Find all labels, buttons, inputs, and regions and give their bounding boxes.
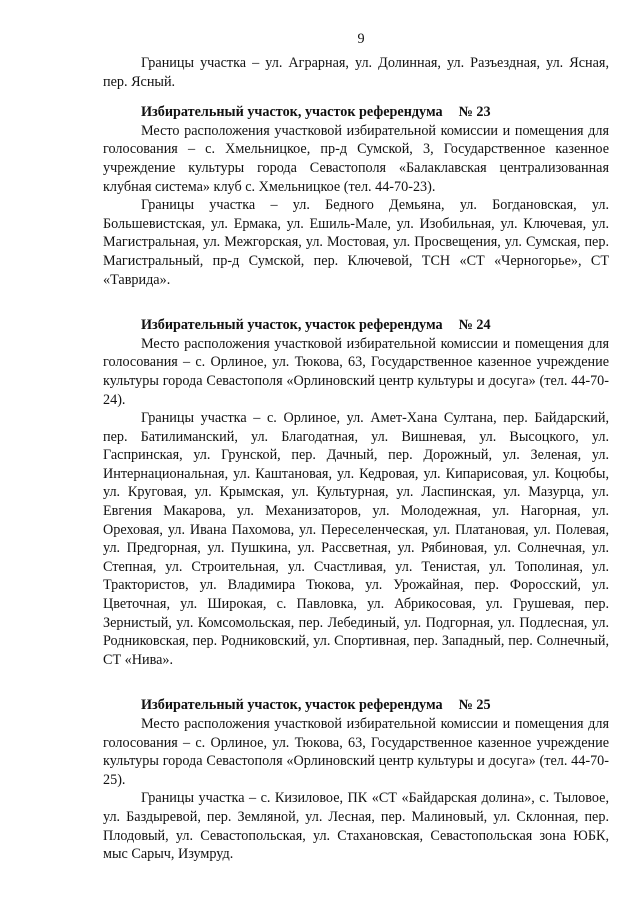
section-25 [103,696,609,863]
section-boundaries: Границы участка – с. Орлиное, ул. Амет-Хана Султана, пер. Байдарский, пер. Батилиманский, ул. Благодатная, ул. Вишневая, ул. Высоцкого, ул. Гаспринская, ул. Грунской, пер. Дачный, пер. Дорожный, ул. Зеленая, ул. Интернациональная, ул. Каштановая, ул. Кедровая, ул. Кипарисовая, ул. Коцюбы, ул. Круговая, ул. Крымская, ул. Культурная, ул. Ласпинская, ул. Мазурца, ул. Евгения Макарова, ул. Механизаторов, ул. Молодежная, ул. Нагорная, ул. Ореховая, ул. Ивана Пахомова, ул. Переселенческая, ул. Платановая, ул. Полевая, ул. Предгорная, ул. Пушкина, ул. Рассветная, ул. Рябиновая, ул. Солнечная, ул. Степная, ул. Строительная, ул. Счастливая, ул. Тенистая, ул. Тополиная, ул. Трактористов, ул. Владимира Тюкова, ул. Урожайная, пер. Форосский, ул. Цветочная, ул. Широкая, с. Павловка, ул. Абрикосовая, ул. Грушевая, пер. Зернистый, ул. Комсомольская, пер. Лебединый, ул. Подгорная, ул. Подлесная, ул. Родниковская, пер. Родниковский, ул. Спортивная, пер. Западный, пер. Солнечный, СТ «Нива». [103,410,609,668]
section-heading [103,316,609,335]
section-heading-text: Избирательный участок, участок референдума [141,317,443,334]
intro-boundaries: Границы участка – ул. Аграрная, ул. Долинная, ул. Разъездная, ул. Ясная, пер. Ясный. [103,55,609,90]
section-number: № 25 [458,697,491,714]
section-heading [103,103,609,122]
section-heading-text: Избирательный участок, участок референдума [141,104,443,121]
section-number: № 23 [458,104,491,121]
page-number: 9 [357,31,365,47]
section-location: Место расположения участковой избирательной комиссии и помещения для голосования – с. Хмельницкое, пр-д Сумской, 3, Государственное казенное учреждение культуры города Севастополя «Балаклавская централизованная клубная система» клуб с. Хмельницкое (тел. 44-70-23). [103,122,609,195]
section-heading-text: Избирательный участок, участок референдума [141,697,443,714]
section-24 [103,316,609,669]
section-number: № 24 [458,317,491,334]
document-page [103,30,609,864]
section-23 [103,103,609,289]
section-location: Место расположения участковой избирательной комиссии и помещения для голосования – с. Орлиное, ул. Тюкова, 63, Государственное казенное учреждение культуры города Севастополя «Орлиновский центр культуры и досуга» (тел. 44-70-25). [103,716,609,788]
section-location: Место расположения участковой избирательной комиссии и помещения для голосования – с. Орлиное, ул. Тюкова, 63, Государственное казенное учреждение культуры города Севастополя «Орлиновский центр культуры и досуга» (тел. 44-70-24). [103,335,609,408]
section-heading [103,696,609,715]
section-boundaries: Границы участка – ул. Бедного Демьяна, ул. Богдановская, ул. Большевистская, ул. Ермака, ул. Ешиль-Мале, ул. Изобильная, ул. Ключевая, ул. Магистральная, ул. Межгорская, ул. Мостовая, ул. Просвещения, ул. Сумская, пер. Магистральный, пр-д Сумской, пер. Ключевой, ТСН «СТ «Черногорье», СТ «Таврида». [103,197,609,288]
section-boundaries: Границы участка – с. Кизиловое, ПК «СТ «Байдарская долина», с. Тыловое, ул. Баздыревой, пер. Земляной, ул. Лесная, пер. Малиновый, ул. Склонная, пер. Плодовый, ул. Севастопольская, ул. Стахановская, Севастопольская зона ЮБК, мыс Сарыч, Изумруд. [103,790,609,863]
